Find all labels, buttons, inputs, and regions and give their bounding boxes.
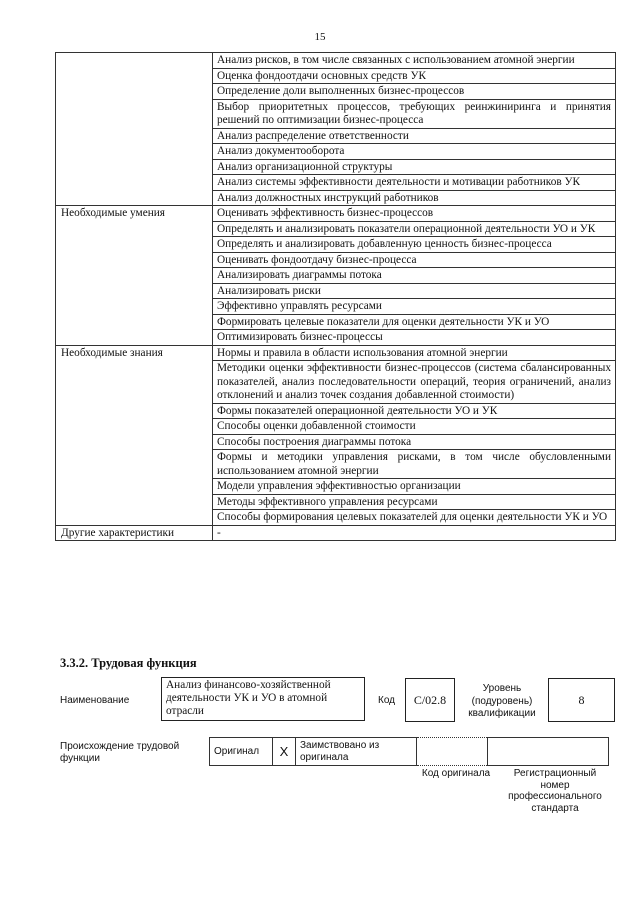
function-code-value: С/02.8 — [405, 678, 455, 722]
borrowed-label: Заимствовано из оригинала — [296, 738, 417, 766]
continued-item: Анализ рисков, в том числе связанных с использованием атомной энергии — [213, 53, 616, 69]
knowledge-item: Формы и методики управления рисками, в том числе обусловленными использованием атомной энергии — [213, 450, 616, 479]
origin-label-text: Происхождение трудовой функции — [60, 741, 180, 764]
code-label: Код — [378, 695, 396, 706]
original-mark: X — [273, 738, 296, 766]
function-name-value: Анализ финансово-хозяйственной деятельности УК и УО в атомной отрасли — [161, 677, 365, 721]
skills-item: Анализировать риски — [213, 283, 616, 299]
knowledge-item: Методики оценки эффективности бизнес-процессов (система сбалансированных показателей, анализ последовательности операций, теория ограничений, анализ отклонений и анализ точек создания добавленной стоимости) — [213, 361, 616, 404]
origin-label — [60, 741, 185, 764]
skills-item: Определять и анализировать показатели операционной деятельности УО и УК — [213, 221, 616, 237]
page-number: 15 — [314, 31, 326, 43]
skills-item: Формировать целевые показатели для оценки деятельности УК и УО — [213, 314, 616, 330]
skills-label: Необходимые умения — [56, 206, 213, 346]
knowledge-item: Способы оценки добавленной стоимости — [213, 419, 616, 435]
skills-item: Определять и анализировать добавленную ценность бизнес-процесса — [213, 237, 616, 253]
skills-item: Анализировать диаграммы потока — [213, 268, 616, 284]
continued-item: Анализ должностных инструкций работников — [213, 190, 616, 206]
origin-table — [209, 737, 609, 766]
continued-item: Определение доли выполненных бизнес-процессов — [213, 84, 616, 100]
knowledge-item: Методы эффективного управления ресурсами — [213, 494, 616, 510]
knowledge-row — [56, 345, 616, 361]
other-value: - — [213, 525, 616, 541]
knowledge-item: Способы формирования целевых показателей для оценки деятельности УК и УО — [213, 510, 616, 526]
continued-row — [56, 53, 616, 69]
requirements-table — [55, 52, 616, 541]
continued-label-cell — [56, 53, 213, 206]
continued-item: Анализ распределение ответственности — [213, 128, 616, 144]
skills-item: Оценивать эффективность бизнес-процессов — [213, 206, 616, 222]
knowledge-item: Способы построения диаграммы потока — [213, 434, 616, 450]
knowledge-item: Формы показателей операционной деятельности УО и УК — [213, 403, 616, 419]
other-row — [56, 525, 616, 541]
other-label: Другие характеристики — [56, 525, 213, 541]
code-origin-cell — [417, 738, 488, 766]
skills-item: Оптимизировать бизнес-процессы — [213, 330, 616, 346]
level-label: Уровень (подуровень) квалификации — [468, 683, 536, 719]
skills-row — [56, 206, 616, 222]
level-value: 8 — [548, 678, 615, 722]
reg-number-label: Регистрационный номер профессионального стандарта — [508, 768, 602, 814]
code-origin-label: Код оригинала — [421, 768, 491, 779]
continued-item: Оценка фондоотдачи основных средств УК — [213, 68, 616, 84]
knowledge-item: Модели управления эффективностью организации — [213, 479, 616, 495]
skills-item: Эффективно управлять ресурсами — [213, 299, 616, 315]
knowledge-label: Необходимые знания — [56, 345, 213, 525]
name-label: Наименование — [60, 695, 130, 706]
reg-number-cell — [488, 738, 609, 766]
continued-item: Анализ организационной структуры — [213, 159, 616, 175]
knowledge-item: Нормы и правила в области использования атомной энергии — [213, 345, 616, 361]
continued-item: Анализ системы эффективности деятельности и мотивации работников УК — [213, 175, 616, 191]
continued-item: Выбор приоритетных процессов, требующих реинжиниринга и принятия решений по оптимизации бизнес-процесса — [213, 99, 616, 128]
original-label: Оригинал — [210, 738, 273, 766]
continued-item: Анализ документооборота — [213, 144, 616, 160]
skills-item: Оценивать фондоотдачу бизнес-процесса — [213, 252, 616, 268]
section-title: 3.3.2. Трудовая функция — [60, 656, 197, 670]
